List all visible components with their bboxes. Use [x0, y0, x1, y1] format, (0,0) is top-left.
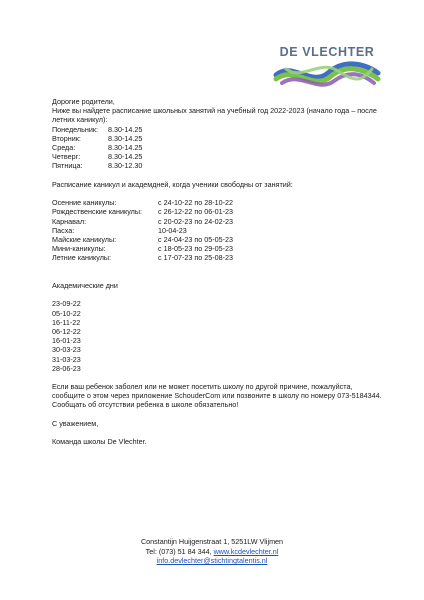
holiday-row: [52, 226, 382, 235]
schedule-row: [52, 125, 382, 134]
academic-day: 28-06-23: [52, 363, 81, 373]
holiday-row: [52, 244, 382, 253]
schedule-day: Среда:: [52, 143, 76, 153]
schedule-list: [52, 125, 382, 171]
holiday-row: [52, 217, 382, 226]
holiday-dates: с 20-02-23 по 24-02-23: [158, 216, 234, 226]
school-logo: [268, 45, 386, 91]
schedule-day: Вторник:: [52, 133, 81, 143]
footer: [0, 537, 424, 566]
holiday-dates: с 24-04-23 по 05-05-23: [158, 235, 234, 245]
holiday-name: Осенние каникулы:: [52, 198, 117, 208]
holiday-name: Пасха:: [52, 225, 75, 235]
academic-days-list: [52, 299, 382, 373]
schedule-time: 8.30-14.25: [108, 133, 143, 143]
schedule-row: [52, 143, 382, 152]
holiday-name: Рождественские каникулы:: [52, 207, 143, 217]
schedule-time: 8.30-12.30: [108, 161, 143, 171]
schedule-row: [52, 161, 382, 170]
holiday-dates: 10-04-23: [158, 225, 187, 235]
footer-address: Constantijn Huijgenstraat 1, 5251LW Vlijmen: [140, 537, 284, 546]
academic-day: 06-12-22: [52, 326, 81, 336]
academic-day: 05-10-22: [52, 308, 81, 318]
academic-day: 31-03-23: [52, 354, 81, 364]
greeting: Дорогие родители,: [52, 97, 115, 106]
holiday-dates: с 24-10-22 по 28-10-22: [158, 198, 234, 208]
logo-text: DE VLECHTER: [279, 45, 375, 59]
schedule-row: [52, 152, 382, 161]
schedule-time: 8.30-14.25: [108, 124, 143, 134]
holiday-row: [52, 253, 382, 262]
schedule-day: Понедельник:: [52, 124, 98, 134]
holiday-row: [52, 207, 382, 216]
holiday-name: Майские каникулы:: [52, 235, 117, 245]
intro-text: Ниже вы найдете расписание школьных занятий на учебный год 2022-2023 (начало года – после летних каникул):: [52, 106, 377, 125]
academic-day: 16-01-23: [52, 336, 81, 346]
holiday-row: [52, 198, 382, 207]
holiday-name: Карнавал:: [52, 216, 87, 226]
holiday-dates: с 17-07-23 по 25-08-23: [158, 253, 234, 263]
holidays-list: [52, 198, 382, 262]
footer-contact-line: [0, 547, 424, 557]
holiday-name: Мини-каникулы:: [52, 244, 106, 254]
holiday-dates: с 26-12-22 по 06-01-23: [158, 207, 234, 217]
academic-day: 16-11-22: [52, 317, 81, 327]
holiday-name: Летние каникулы:: [52, 253, 112, 263]
letter-body: [52, 97, 382, 446]
holiday-dates: с 18-05-23 по 29-05-23: [158, 244, 234, 254]
holiday-row: [52, 235, 382, 244]
footer-phone: Tel: (073) 51 84 344,: [145, 546, 212, 556]
academic-day: 30-03-23: [52, 345, 81, 355]
closing: С уважением,: [52, 418, 99, 428]
schedule-time: 8.30-14.25: [108, 143, 143, 153]
woven-logo-icon: [272, 61, 382, 89]
schedule-day: Четверг:: [52, 152, 81, 162]
sick-notice: Если ваш ребенок заболел или не может посетить школу по другой причине, пожалуйста, сообщите о этом через приложение SchouderCom или позвоните в школу по номеру 073-5184344. Сообщать об отсутствии ребенка в школе обязательно!: [52, 382, 382, 410]
email-link[interactable]: info.devlechter@stichtingtalentis.nl: [156, 556, 268, 566]
holidays-intro: Расписание каникул и академдней, когда ученики свободны от занятий:: [52, 179, 293, 189]
academic-day: 23-09-22: [52, 299, 81, 309]
schedule-row: [52, 134, 382, 143]
schedule-time: 8.30-14.25: [108, 152, 143, 162]
schedule-day: Пятница:: [52, 161, 83, 171]
academic-days-title: Академические дни: [52, 281, 118, 290]
signature: Команда школы De Vlechter.: [52, 437, 147, 447]
website-link[interactable]: www.kcdevlechter.nl: [213, 546, 279, 556]
